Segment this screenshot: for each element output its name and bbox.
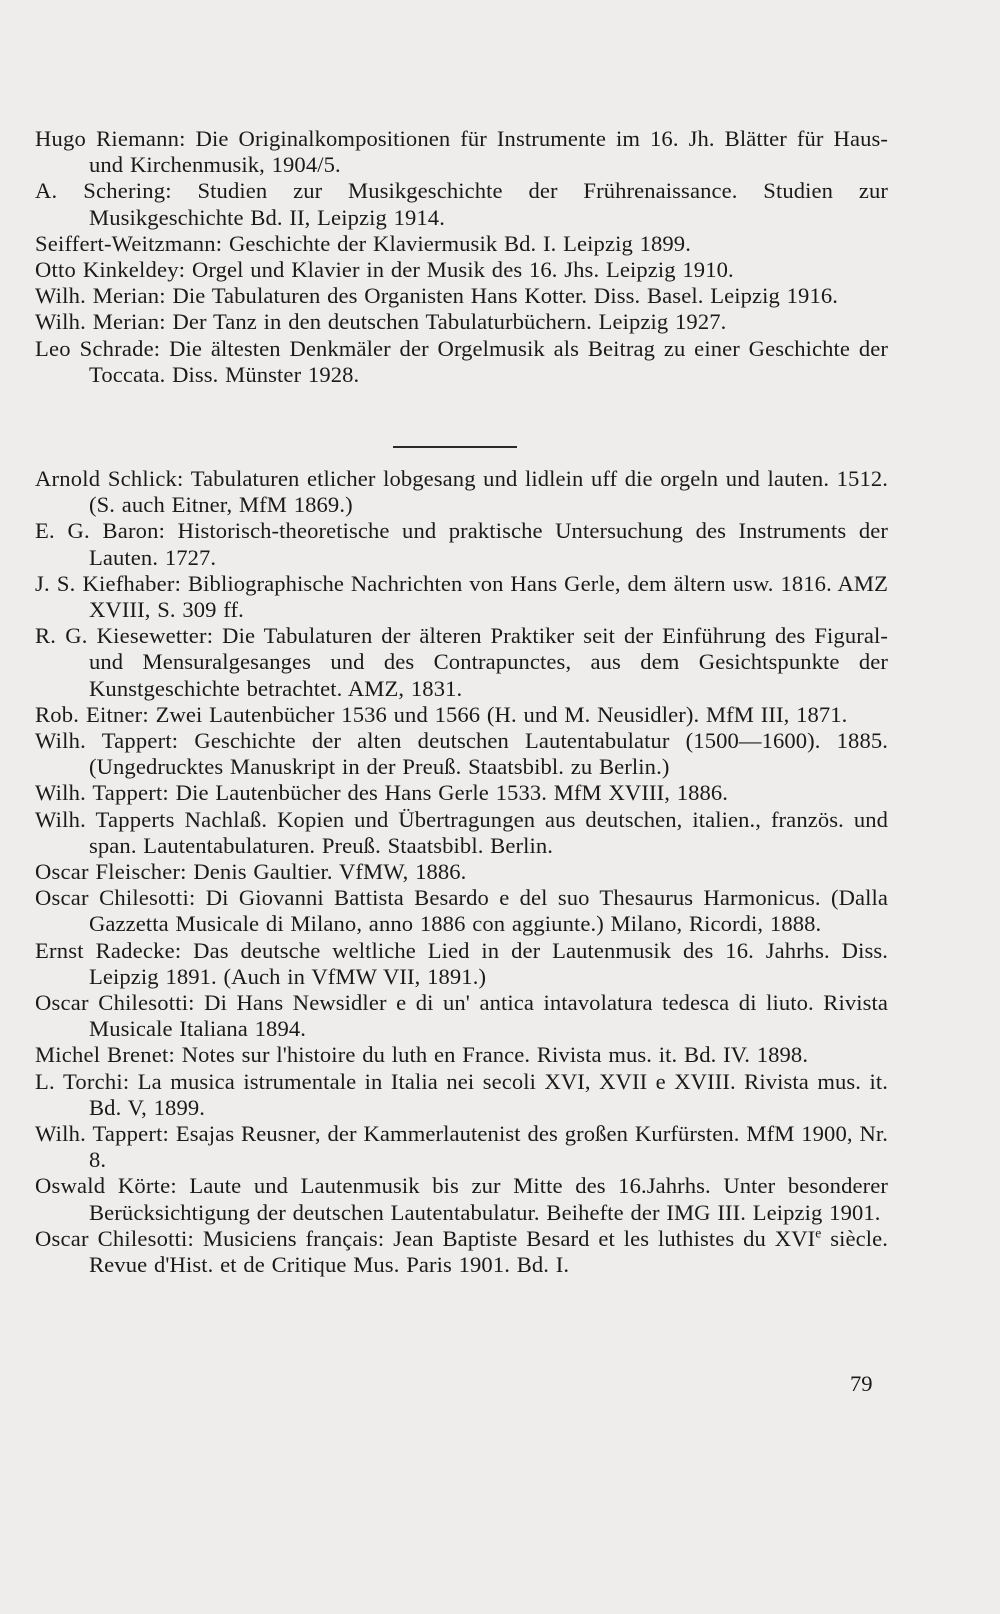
entry-text: siècle. Revue d'Hist. et de Critique Mus. Paris 1901. Bd. I.	[89, 1225, 889, 1278]
entry-superscript: e	[815, 1225, 822, 1241]
entry-author: Oscar Fleischer:	[35, 859, 187, 885]
entry-author: Leo Schrade:	[35, 335, 161, 361]
entry-text: Die ältesten Denkmäler der Orgelmusik als Beitrag zu einer Geschichte der Toccata. Diss. Münster 1928.	[89, 335, 888, 387]
bibliography-entry	[35, 309, 888, 335]
entry-text: Die Tabulaturen des Organisten Hans Kotter. Diss. Basel. Leipzig 1916.	[165, 283, 838, 309]
entry-author: Rob. Eitner:	[35, 701, 149, 727]
entry-text: Das deutsche weltliche Lied in der Lautenmusik des 16. Jahrhs. Diss. Leipzig 1891. (Auch in VfMW VII, 1891.)	[89, 937, 888, 989]
entry-author: E. G. Baron:	[35, 518, 166, 544]
entry-author: Oswald Körte:	[35, 1173, 177, 1199]
bibliography-entry	[35, 859, 888, 885]
entry-text: La musica istrumentale in Italia nei secoli XVI, XVII e XVIII. Rivista mus. it. Bd. V, 1899.	[89, 1068, 888, 1120]
entry-author: Oscar Chilesotti:	[35, 885, 196, 911]
entry-text: Kopien und Übertragungen aus deutschen, italien., französ. und span. Lautentabulaturen. Preuß. Staatsbibl. Berlin.	[89, 806, 889, 858]
bibliography-entry	[35, 283, 888, 309]
bibliography-entry	[35, 780, 888, 806]
entry-text: Denis Gaultier. VfMW, 1886.	[186, 859, 467, 885]
entry-text: Geschichte der alten deutschen Lautentabulatur (1500—1600). 1885. (Ungedrucktes Manuskript in der Preuß. Staatsbibl. zu Berlin.)	[89, 728, 888, 780]
entry-text: Die Tabulaturen der älteren Praktiker seit der Einführung des Figural- und Mensuralgesanges und des Contrapunctes, aus dem Gesichtspunkte der Kunstgeschichte betrachtet. AMZ, 1831.	[89, 623, 888, 701]
bibliography-entry	[35, 1069, 888, 1121]
bibliography-entry	[35, 336, 888, 388]
bibliography-entry	[35, 728, 888, 780]
bibliography-entry	[35, 1042, 888, 1068]
entry-text: Zwei Lautenbücher 1536 und 1566 (H. und M. Neusidler). MfM III, 1871.	[148, 701, 848, 727]
entry-text: Notes sur l'histoire du luth en France. Rivista mus. it. Bd. IV. 1898.	[174, 1042, 809, 1068]
entry-author: Wilh. Merian:	[35, 283, 166, 309]
bibliography-entry	[35, 518, 888, 570]
entry-author: R. G. Kiesewetter:	[35, 623, 214, 649]
bibliography-entry	[35, 702, 888, 728]
entry-text: Bibliographische Nachrichten von Hans Gerle, dem ältern usw. 1816. AMZ XVIII, S. 309 ff.	[89, 570, 888, 623]
entry-author: Wilh. Tapperts Nachlaß.	[35, 806, 268, 832]
entry-author: Otto Kinkeldey:	[35, 257, 186, 283]
bibliography-entry	[35, 257, 888, 283]
entry-text: Die Originalkompositionen für Instrumente im 16. Jh. Blätter für Haus- und Kirchenmusik, 1904/5.	[89, 126, 888, 178]
section-divider-rule	[393, 446, 517, 448]
entry-author: Oscar Chilesotti:	[35, 990, 195, 1016]
entry-text: Geschichte der Klaviermusik Bd. I. Leipzig 1899.	[222, 230, 691, 256]
entry-text: Studien zur Musikgeschichte der Frührenaissance. Studien zur Musikgeschichte Bd. II, Leipzig 1914.	[89, 178, 888, 230]
bibliography-entry	[35, 1226, 888, 1278]
entry-author: Wilh. Tappert:	[35, 780, 169, 806]
entry-text: Musiciens français: Jean Baptiste Besard et les luthistes du XVI	[194, 1225, 816, 1251]
entry-author: Oscar Chilesotti:	[35, 1225, 195, 1251]
entry-text: Tabulaturen etlicher lobgesang und lidlein uff die orgeln und lauten. 1512. (S. auch Eitner, MfM 1869.)	[89, 466, 888, 518]
bibliography-entry	[35, 231, 888, 257]
bibliography-entry	[35, 571, 888, 623]
entry-author: Hugo Riemann:	[35, 126, 186, 151]
bibliography-entry	[35, 1121, 888, 1173]
entry-author: Michel Brenet:	[35, 1042, 175, 1068]
entry-author: Wilh. Tappert:	[35, 1121, 170, 1147]
entry-text: Laute und Lautenmusik bis zur Mitte des 16.Jahrhs. Unter besonderer Berücksichtigung der deutschen Lautentabulatur. Beihefte der IMG III. Leipzig 1901.	[89, 1173, 888, 1225]
entry-text: Historisch-theoretische und praktische Untersuchung des Instruments der Lauten. 1727.	[89, 518, 888, 570]
entry-author: Arnold Schlick:	[35, 466, 184, 491]
entry-author: J. S. Kiefhaber:	[35, 570, 182, 596]
bibliography-entry	[35, 885, 888, 937]
entry-author: A. Schering:	[35, 178, 172, 204]
bibliography-entry	[35, 807, 888, 859]
entry-text: Der Tanz in den deutschen Tabulaturbüchern. Leipzig 1927.	[165, 309, 727, 335]
bibliography-entry	[35, 938, 888, 990]
bibliography-list-lute-sources	[35, 466, 888, 1278]
entry-author: L. Torchi:	[35, 1068, 130, 1094]
entry-author: Ernst Radecke:	[35, 937, 182, 963]
entry-text: Di Hans Newsidler e di un' antica intavolatura tedesca di liuto. Rivista Musicale Italiana 1894.	[89, 990, 888, 1042]
bibliography-entry	[35, 466, 888, 518]
bibliography-entry	[35, 126, 888, 178]
bibliography-entry	[35, 178, 888, 230]
bibliography-list-primary-sources	[35, 126, 888, 388]
entry-author: Seiffert-Weitzmann:	[35, 230, 223, 256]
entry-author: Wilh. Merian:	[35, 309, 166, 335]
page-number: 79	[850, 1371, 873, 1396]
bibliography-entry	[35, 990, 888, 1042]
entry-text: Die Lautenbücher des Hans Gerle 1533. MfM XVIII, 1886.	[168, 780, 729, 806]
entry-text: Esajas Reusner, der Kammerlautenist des großen Kurfürsten. MfM 1900, Nr. 8.	[89, 1121, 888, 1173]
entry-text: Orgel und Klavier in der Musik des 16. Jhs. Leipzig 1910.	[185, 257, 734, 283]
entry-text: Di Giovanni Battista Besardo e del suo Thesaurus Harmonicus. (Dalla Gazzetta Musicale di Milano, anno 1886 con aggiunte.) Milano, Ricordi, 1888.	[89, 885, 889, 937]
bibliography-entry	[35, 1173, 888, 1225]
bibliography-entry	[35, 623, 888, 702]
entry-author: Wilh. Tappert:	[35, 728, 179, 754]
